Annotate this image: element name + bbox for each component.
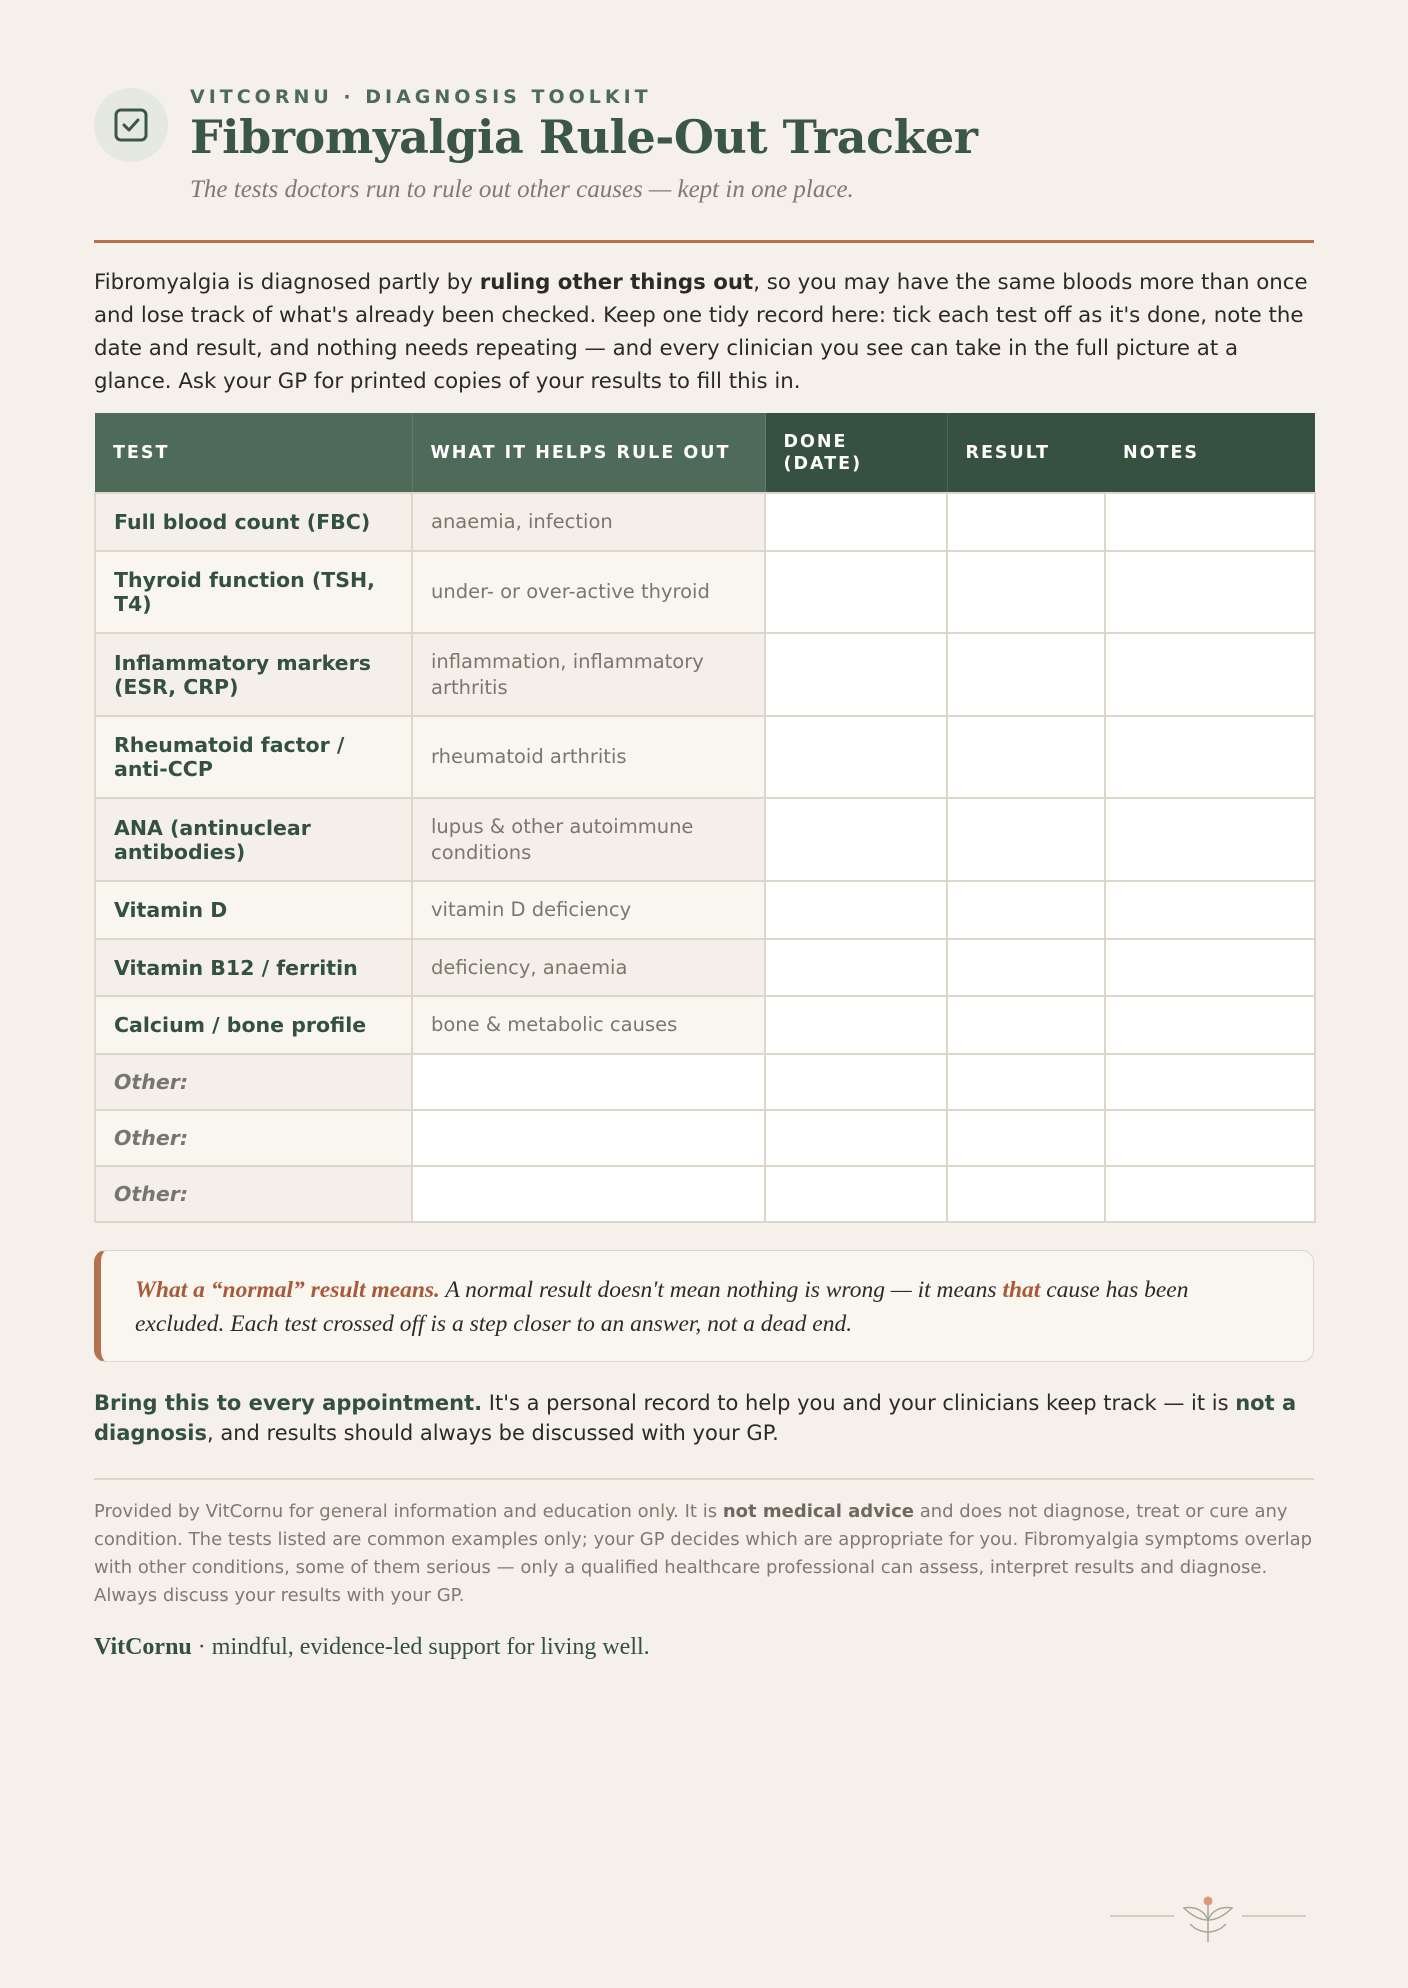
appointment-note-text-continued: , and results should always be discussed with your GP.	[207, 1421, 779, 1445]
intro-text-continued: , so you may have the same bloods more than once and lose track of what's already been checked. Keep one tidy record here: tick each test off as it's done, note the date and result, and nothing needs repeating — and every clinician you see can take in the full picture at a glance. Ask your GP for printed copies of your results to fill this in.	[94, 270, 1308, 394]
intro-emphasis: ruling other things out	[479, 270, 754, 295]
notes-cell[interactable]	[1105, 493, 1315, 551]
result-cell[interactable]	[947, 633, 1105, 716]
tracker-table	[94, 413, 1316, 1223]
notes-cell[interactable]	[1105, 798, 1315, 881]
table-row	[95, 939, 1315, 996]
appointment-note-emphasis: not a diagnosis	[94, 1391, 1297, 1445]
notes-cell[interactable]	[1105, 1166, 1315, 1222]
callout-text-continued: cause has been excluded. Each test crossed off is a step closer to an answer, not a dead end.	[135, 1277, 1189, 1337]
callout-emphasis: that	[1002, 1277, 1041, 1303]
result-cell[interactable]	[947, 716, 1105, 798]
notes-cell[interactable]	[1105, 716, 1315, 798]
rule-out-text: deficiency, anaemia	[412, 939, 765, 996]
intro-paragraph	[94, 266, 1314, 398]
notes-cell[interactable]	[1105, 996, 1315, 1054]
notes-cell[interactable]	[1105, 1110, 1315, 1166]
rule-out-text: rheumatoid arthritis	[412, 716, 765, 798]
result-cell[interactable]	[947, 881, 1105, 939]
result-cell[interactable]	[947, 1110, 1105, 1166]
done-date-cell[interactable]	[765, 551, 947, 633]
page	[94, 0, 1314, 1660]
other-label: Other:	[95, 1054, 412, 1110]
table-row	[95, 798, 1315, 881]
notes-cell[interactable]	[1105, 633, 1315, 716]
column-header-done: DONE (DATE)	[765, 413, 947, 493]
done-date-cell[interactable]	[765, 996, 947, 1054]
notes-cell[interactable]	[1105, 939, 1315, 996]
intro-text: Fibromyalgia is diagnosed partly by	[94, 270, 480, 295]
table-row	[95, 996, 1315, 1054]
table-row	[95, 881, 1315, 939]
table-row	[95, 633, 1315, 716]
brand-tagline: · mindful, evidence-led support for living well.	[191, 1634, 650, 1660]
page-title: Fibromyalgia Rule-Out Tracker	[190, 110, 978, 164]
notes-cell[interactable]	[1105, 1054, 1315, 1110]
column-header-rule-out: WHAT IT HELPS RULE OUT	[412, 413, 765, 493]
result-cell[interactable]	[947, 1054, 1105, 1110]
table-row-other	[95, 1110, 1315, 1166]
done-date-cell[interactable]	[765, 1054, 947, 1110]
result-cell[interactable]	[947, 939, 1105, 996]
notes-cell[interactable]	[1105, 551, 1315, 633]
done-date-cell[interactable]	[765, 493, 947, 551]
logo-badge	[94, 88, 168, 162]
checkbox-icon	[113, 107, 149, 143]
table-row-other	[95, 1054, 1315, 1110]
result-cell[interactable]	[947, 798, 1105, 881]
rule-out-cell[interactable]	[412, 1110, 765, 1166]
page-subtitle: The tests doctors run to rule out other causes — kept in one place.	[190, 176, 854, 203]
brand-name: VitCornu	[94, 1634, 192, 1660]
done-date-cell[interactable]	[765, 716, 947, 798]
eyebrow-label: VITCORNU · DIAGNOSIS TOOLKIT	[190, 86, 652, 108]
disclaimer-text-continued: and does not diagnose, treat or cure any condition. The tests listed are common examples only; your GP decides which are appropriate for you. Fibromyalgia symptoms overlap with other conditions, some of them serious — only a qualified healthcare professional can assess, interpret results and diagnose. Always discuss your results with your GP.	[94, 1501, 1313, 1606]
rule-out-text: bone & metabolic causes	[412, 996, 765, 1054]
disclaimer-text: Provided by VitCornu for general information and education only. It is	[94, 1501, 723, 1522]
rule-out-text: anaemia, infection	[412, 493, 765, 551]
done-date-cell[interactable]	[765, 1110, 947, 1166]
rule-out-text: vitamin D deficiency	[412, 881, 765, 939]
disclaimer-emphasis: not medical advice	[722, 1501, 914, 1522]
result-cell[interactable]	[947, 493, 1105, 551]
appointment-note	[94, 1388, 1314, 1448]
other-label: Other:	[95, 1110, 412, 1166]
done-date-cell[interactable]	[765, 798, 947, 881]
rule-out-text: under- or over-active thyroid	[412, 551, 765, 633]
test-name: Inflammatory markers (ESR, CRP)	[95, 633, 412, 716]
other-label: Other:	[95, 1166, 412, 1222]
column-header-notes: NOTES	[1105, 413, 1315, 493]
done-date-cell[interactable]	[765, 633, 947, 716]
signoff	[94, 1634, 650, 1661]
done-date-cell[interactable]	[765, 881, 947, 939]
rule-out-text: inflammation, inflammatory arthritis	[412, 633, 765, 716]
test-name: Calcium / bone profile	[95, 996, 412, 1054]
test-name: Vitamin D	[95, 881, 412, 939]
done-date-cell[interactable]	[765, 1166, 947, 1222]
result-cell[interactable]	[947, 551, 1105, 633]
normal-result-callout	[94, 1250, 1314, 1362]
callout-text: A normal result doesn't mean nothing is wrong — it means	[439, 1277, 1003, 1303]
test-name: Full blood count (FBC)	[95, 493, 412, 551]
test-name: Vitamin B12 / ferritin	[95, 939, 412, 996]
rule-out-cell[interactable]	[412, 1054, 765, 1110]
table-row	[95, 551, 1315, 633]
header-divider	[94, 240, 1314, 243]
callout-lead: What a “normal” result means.	[135, 1277, 440, 1303]
notes-cell[interactable]	[1105, 881, 1315, 939]
footer-divider	[94, 1478, 1314, 1480]
column-header-result: RESULT	[947, 413, 1105, 493]
table-row-other	[95, 1166, 1315, 1222]
test-name: ANA (antinuclear antibodies)	[95, 798, 412, 881]
test-name: Thyroid function (TSH, T4)	[95, 551, 412, 633]
test-name: Rheumatoid factor / anti-CCP	[95, 716, 412, 798]
rule-out-cell[interactable]	[412, 1166, 765, 1222]
header	[94, 0, 1314, 220]
table-header-row	[95, 413, 1315, 493]
table-row	[95, 493, 1315, 551]
appointment-note-lead: Bring this to every appointment.	[94, 1391, 483, 1415]
result-cell[interactable]	[947, 1166, 1105, 1222]
done-date-cell[interactable]	[765, 939, 947, 996]
column-header-test: TEST	[95, 413, 412, 493]
rule-out-text: lupus & other autoimmune conditions	[412, 798, 765, 881]
table-row	[95, 716, 1315, 798]
result-cell[interactable]	[947, 996, 1105, 1054]
appointment-note-text: It's a personal record to help you and your clinicians keep track — it is	[482, 1391, 1236, 1415]
disclaimer	[94, 1498, 1314, 1610]
sprout-icon	[1110, 1890, 1306, 1950]
